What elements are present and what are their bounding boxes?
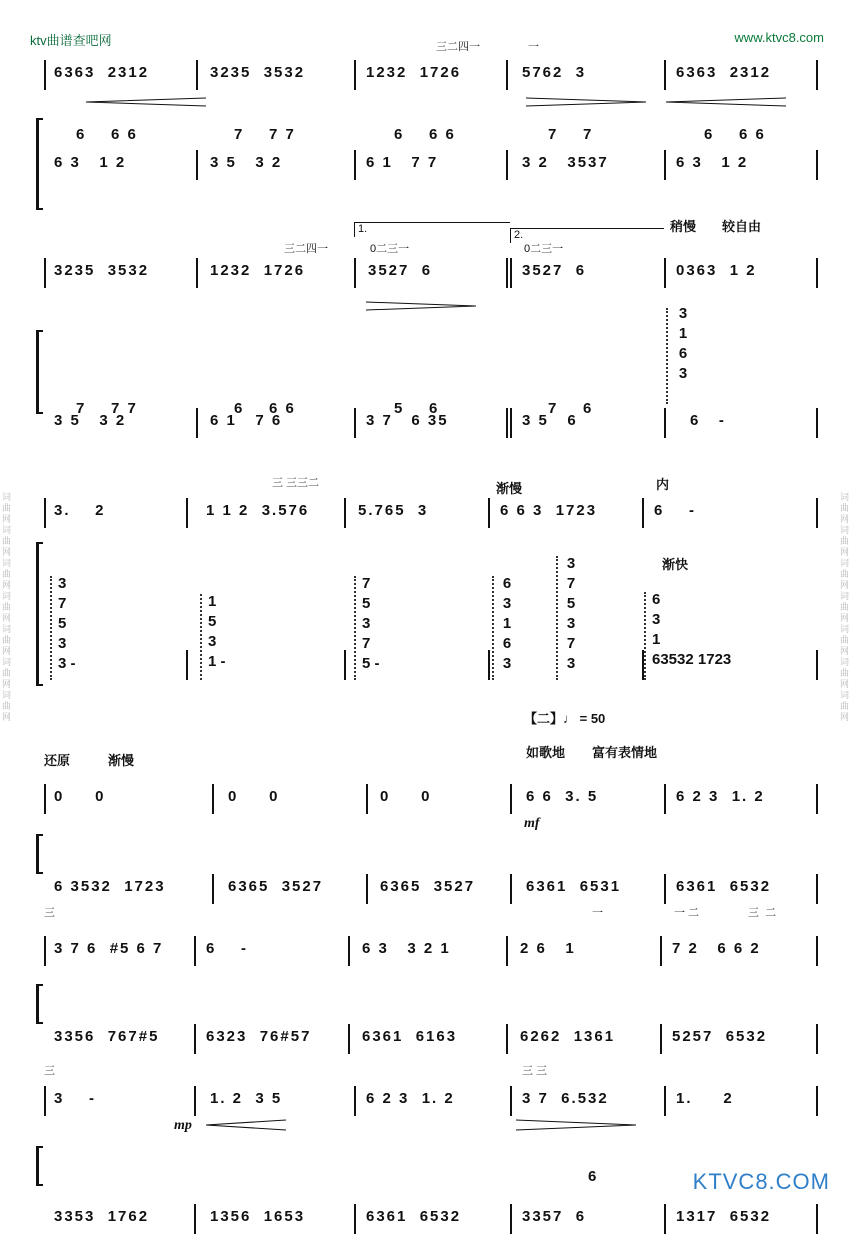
lower-staff: [36, 1022, 820, 1056]
measure: 3 -: [54, 1090, 97, 1107]
measure: 6262 1361: [520, 1028, 616, 1045]
score-system-3: [36, 474, 820, 672]
measure: 6 2 3 1. 2: [366, 1090, 455, 1107]
measure: 1. 2 3 5: [210, 1090, 283, 1107]
measure: 0 0: [228, 788, 280, 805]
lower-staff: [36, 148, 820, 182]
measure: 6323 76#57: [206, 1028, 312, 1045]
hairpins: [206, 1118, 846, 1132]
measure: 6 6 6: [394, 126, 456, 143]
side-watermark-right: 词曲网词曲网词曲网词曲网词曲网词曲网词曲网: [839, 492, 849, 723]
mark: 三: [44, 907, 55, 919]
measure: 3 7 6 #5 6 7: [54, 940, 164, 957]
measure: 1356 1653: [210, 1208, 306, 1225]
measure: 5 6: [394, 400, 440, 417]
hairpin: [366, 300, 486, 314]
section-tempo: 【二】♩ = 50: [524, 711, 606, 726]
measure: 5257 6532: [672, 1028, 768, 1045]
measure: 3235 3532: [54, 262, 150, 279]
measure: 6 3 1 2: [54, 154, 127, 171]
measure: 6 6 6: [234, 400, 296, 417]
measure: 6 3 1 2: [676, 154, 749, 171]
upper-staff: [36, 1084, 820, 1118]
tempo-direction: 稍慢: [670, 219, 697, 234]
measure: 6 3 3 2 1: [362, 940, 451, 957]
score-system-1: [36, 40, 820, 171]
measure: 0 0: [380, 788, 432, 805]
lower-staff-top: [36, 120, 820, 148]
chord: 1 5 3 1 -: [208, 593, 226, 670]
measure: 6 1 7 7: [366, 154, 439, 171]
measure: 6361 6163: [362, 1028, 458, 1045]
score-system-4: [36, 708, 820, 895]
mark: 0二三一: [370, 243, 410, 255]
volta-1: 1.: [354, 222, 510, 237]
chord: 7 5 3 7 5 -: [362, 575, 380, 672]
dynamic-mark: mp: [174, 1118, 192, 1133]
measure: 7 7 7: [76, 400, 138, 417]
watermark-logo: KTVC8.COM: [692, 1169, 830, 1194]
upper-staff: [36, 496, 820, 530]
mark: 三二四一: [436, 41, 480, 53]
measure: 6363 2312: [676, 64, 772, 81]
measure: 0363 1 2: [676, 262, 757, 279]
measure: 6 -: [690, 412, 726, 429]
measure: 7 7: [548, 126, 594, 143]
expression: 富有表情地: [592, 745, 658, 760]
measure: 3 5 3 2: [54, 412, 127, 429]
measure: 6 6 3 1723: [500, 502, 598, 519]
mark: 三二四一: [284, 243, 328, 255]
measure: 5762 3: [522, 64, 587, 81]
measure: 1 1 2 3.576: [206, 502, 310, 519]
upper-staff: [36, 934, 820, 968]
measure: 3 2 3537: [522, 154, 609, 171]
measure: 6365 3527: [228, 878, 324, 895]
tempo-direction: 还原: [44, 753, 71, 768]
measure: 1232 1726: [210, 262, 306, 279]
measure: 1. 2: [676, 1090, 734, 1107]
measure: 1232 1726: [366, 64, 462, 81]
upper-staff: [36, 782, 820, 816]
mark: 0二三一: [524, 243, 564, 255]
hairpins: [56, 96, 816, 110]
measure: 7 6: [548, 400, 594, 417]
measure: 6 1 7 6: [210, 412, 283, 429]
site-name-left[interactable]: ktv曲谱查吧网: [30, 33, 112, 48]
measure: 6 3532 1723: [54, 878, 166, 895]
chord: 3 7 5 3 7 3: [566, 555, 576, 672]
lower-staff: [36, 1202, 820, 1236]
upper-staff: [36, 58, 820, 92]
measure: 7 7 7: [234, 126, 296, 143]
measure: 3356 767#5: [54, 1028, 160, 1045]
measure: 3353 1762: [54, 1208, 150, 1225]
measure: 5.765 3: [358, 502, 429, 519]
lower-staff: [36, 872, 820, 906]
tempo-direction: 内: [656, 477, 670, 492]
site-url-right[interactable]: www.ktvc8.com: [734, 30, 824, 45]
measure: 3527 6: [522, 262, 587, 279]
measure: 3 7 6.532: [522, 1090, 609, 1107]
upper-staff: [36, 256, 820, 290]
measure: 3235 3532: [210, 64, 306, 81]
measure: 0 0: [54, 788, 106, 805]
measure: 3527 6: [368, 262, 433, 279]
measure: 6365 3527: [380, 878, 476, 895]
mark: 三 二: [748, 907, 777, 919]
measure: 6 -: [654, 502, 697, 519]
measure: 3 5 6: [522, 412, 578, 429]
chord: 3 1 6 3: [678, 305, 688, 382]
mark: 一: [592, 907, 603, 919]
volta-2: 2.: [510, 228, 664, 243]
tempo-direction: 渐慢: [108, 753, 135, 768]
measure: 6361 6531: [526, 878, 622, 895]
measure: 6 6 6: [704, 126, 766, 143]
mark: 三: [44, 1065, 55, 1077]
measure: 6361 6532: [366, 1208, 462, 1225]
chord: 3 7 5 3 3 -: [58, 575, 76, 672]
measure: 6 -: [206, 940, 249, 957]
side-watermark-left: 词曲网词曲网词曲网词曲网词曲网词曲网词曲网: [1, 492, 11, 723]
chord: 6 3 1 6 3: [502, 575, 512, 672]
measure: 7 2 6 6 2: [672, 940, 761, 957]
tempo-direction: 渐慢: [496, 481, 523, 496]
score-system-5: [36, 904, 820, 1045]
lower-staff: [36, 406, 820, 440]
measure: 6 6 6: [76, 126, 138, 143]
tempo-direction: 较自由: [722, 219, 762, 234]
measure: 6: [588, 1168, 599, 1185]
dynamic-mark: mf: [524, 816, 540, 831]
measure: 1317 6532: [676, 1208, 772, 1225]
measure: 3357 6: [522, 1208, 587, 1225]
measure: 6 6 3. 5: [526, 788, 599, 805]
mark: 一: [528, 41, 539, 53]
expression: 如歌地: [526, 745, 566, 760]
tempo-direction: 渐快: [662, 557, 689, 572]
measure: 6363 2312: [54, 64, 150, 81]
measure: 2 6 1: [520, 940, 576, 957]
measure: 6361 6532: [676, 878, 772, 895]
mark: 一 二: [674, 907, 700, 919]
mark: 三 三三二: [272, 477, 320, 489]
measure: 6 2 3 1. 2: [676, 788, 765, 805]
measure: 3 7 6 35: [366, 412, 449, 429]
measure: 3 5 3 2: [210, 154, 283, 171]
chord: 6 3 1 63532 1723: [652, 591, 732, 668]
mark: 三 三: [522, 1065, 548, 1077]
measure: 3. 2: [54, 502, 106, 519]
score-system-2: [36, 212, 820, 429]
